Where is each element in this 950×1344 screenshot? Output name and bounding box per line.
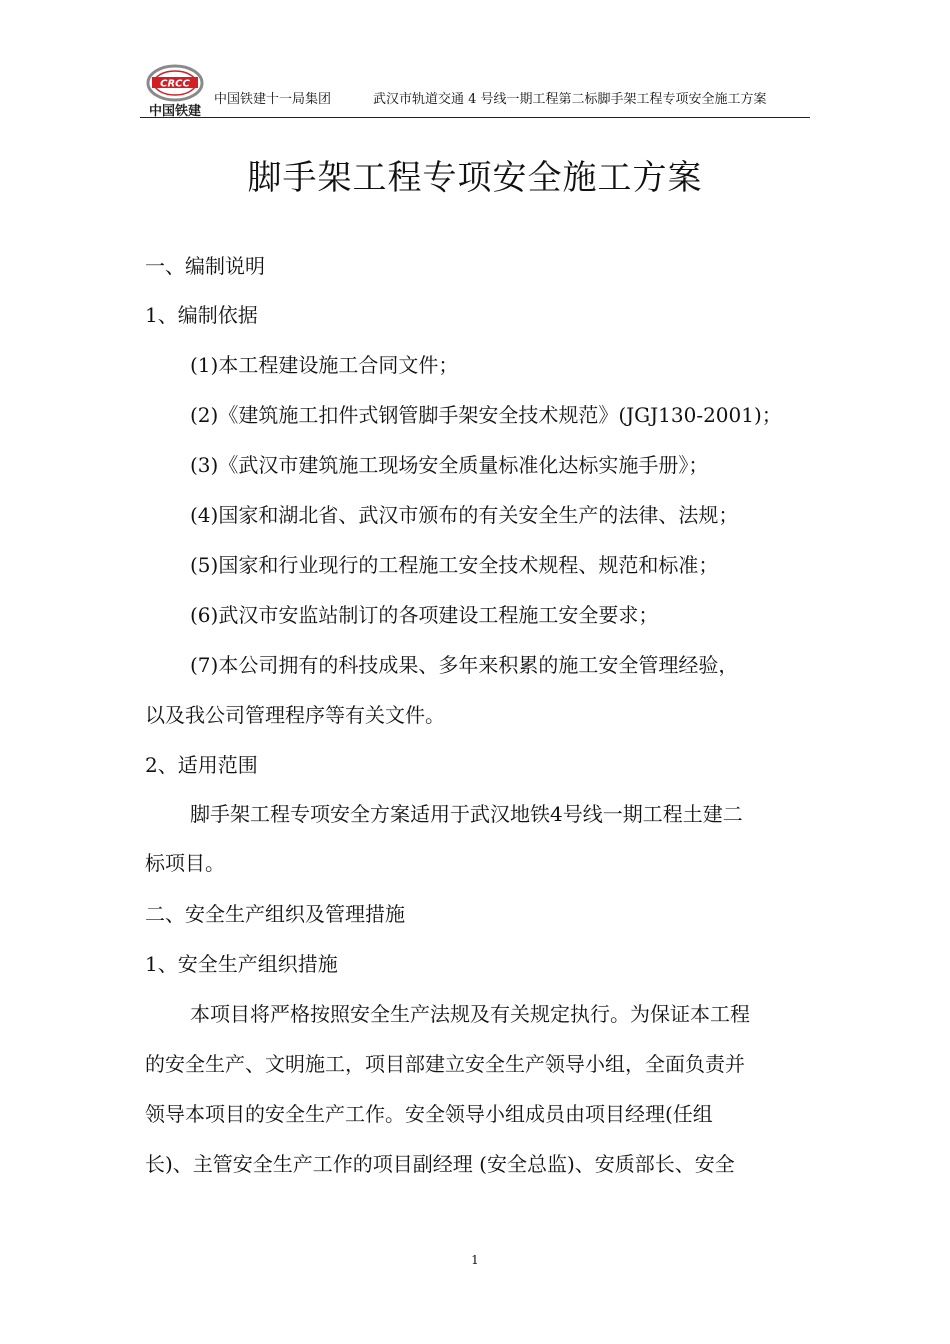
basis-item: (7)本公司拥有的科技成果、多年来积累的施工安全管理经验， [190, 653, 739, 677]
page-number: 1 [471, 1253, 479, 1267]
basis-item-continuation: 以及我公司管理程序等有关文件。 [145, 703, 445, 727]
basis-item: (1)本工程建设施工合同文件； [190, 353, 459, 377]
basis-item: (6)武汉市安监站制订的各项建设工程施工安全要求； [190, 603, 659, 627]
logo-caption: 中国铁建 [148, 104, 202, 118]
header-divider [140, 117, 810, 118]
page-title: 脚手架工程专项安全施工方案 [247, 158, 703, 198]
subsection-heading: 2、适用范围 [145, 753, 258, 777]
basis-item: (2)《建筑施工扣件式钢管脚手架安全技术规范》(JGJ130-2001)； [190, 403, 782, 427]
subsection-heading: 1、编制依据 [145, 303, 258, 327]
basis-item: (5)国家和行业现行的工程施工安全技术规程、规范和标准； [190, 553, 719, 577]
paragraph-line: 脚手架工程专项安全方案适用于武汉地铁4号线一期工程土建二 [190, 802, 743, 826]
basis-item: (4)国家和湖北省、武汉市颁布的有关安全生产的法律、法规； [190, 503, 739, 527]
section-heading: 一、编制说明 [145, 254, 265, 278]
paragraph-line: 长)、主管安全生产工作的项目副经理 (安全总监)、安质部长、安全 [145, 1152, 735, 1176]
subsection-heading: 1、安全生产组织措施 [145, 952, 338, 976]
paragraph-line: 领导本项目的安全生产工作。安全领导小组成员由项目经理(任组 [145, 1102, 713, 1126]
crcc-logo [140, 62, 210, 118]
logo-text: CRCC [160, 78, 190, 90]
paragraph-line: 的安全生产、文明施工，项目部建立安全生产领导小组，全面负责并 [145, 1052, 745, 1076]
header-organization: 中国铁建十一局集团 [214, 92, 332, 107]
page-header [140, 62, 810, 118]
paragraph-line: 本项目将严格按照安全生产法规及有关规定执行。为保证本工程 [190, 1002, 750, 1026]
basis-item: (3)《武汉市建筑施工现场安全质量标准化达标实施手册》； [190, 453, 709, 477]
paragraph-line: 标项目。 [145, 851, 225, 875]
section-heading: 二、安全生产组织及管理措施 [145, 902, 405, 926]
header-document-title: 武汉市轨道交通 4 号线一期工程第二标脚手架工程专项安全施工方案 [373, 92, 767, 107]
